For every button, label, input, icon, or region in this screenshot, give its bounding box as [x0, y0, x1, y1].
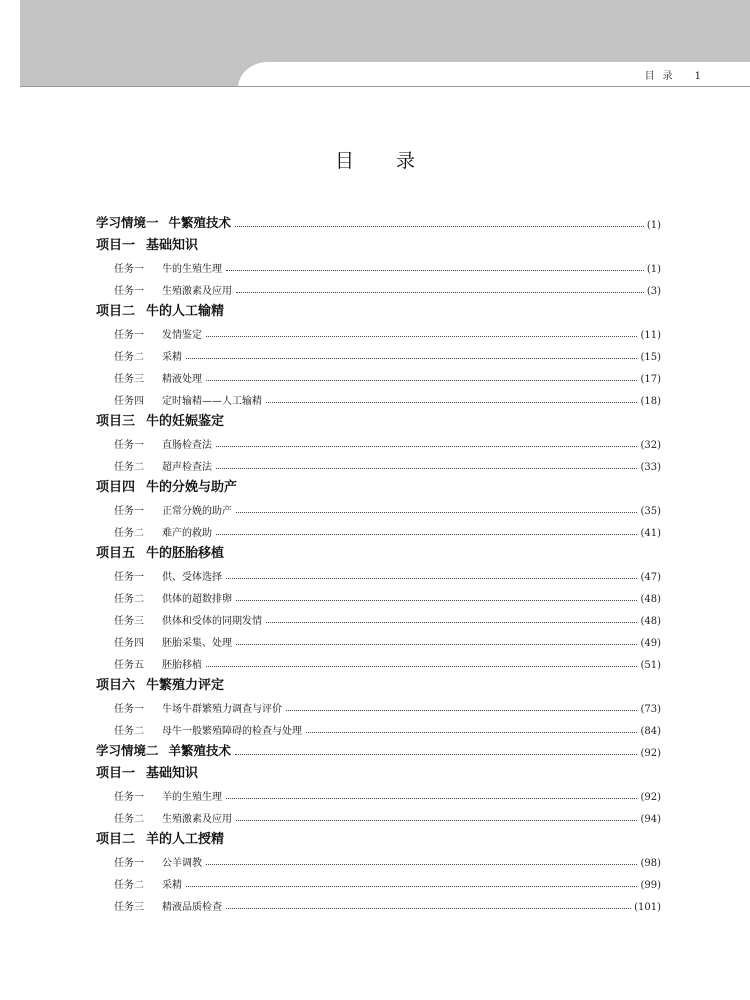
toc-dot-leader — [226, 908, 631, 909]
toc-entry-title: 牛的分娩与助产 — [146, 480, 238, 495]
toc-project — [96, 473, 661, 495]
toc-project — [96, 539, 661, 561]
running-head-title: 目录 — [644, 71, 681, 82]
toc-entry-number: 任务一 — [114, 506, 144, 517]
toc-entry-title: 供、受体选择 — [162, 572, 222, 583]
toc-task — [96, 583, 661, 605]
toc-entry-page: (11) — [640, 330, 661, 341]
toc-entry-number: 学习情境一 — [96, 215, 159, 230]
toc-dot-leader — [236, 820, 637, 821]
toc-entry-number: 项目一 — [96, 766, 136, 781]
toc-entry-title: 牛繁殖力评定 — [146, 678, 225, 693]
header-rule — [20, 86, 750, 87]
toc-entry-page: (92) — [640, 792, 661, 803]
toc-entry-title: 牛的人工输精 — [146, 304, 225, 319]
toc-task — [96, 605, 661, 627]
toc-entry-title: 牛的胚胎移植 — [146, 546, 225, 561]
toc-entry-title: 发情鉴定 — [162, 330, 202, 341]
toc-entry-number: 任务一 — [114, 440, 144, 451]
toc-entry-title: 正常分娩的助产 — [162, 506, 232, 517]
toc-entry-number: 任务三 — [114, 374, 144, 385]
toc-entry-number: 任务二 — [114, 594, 144, 605]
toc-entry-title: 供体的超数排卵 — [162, 594, 232, 605]
toc-project — [96, 297, 661, 319]
toc-dot-leader — [216, 468, 637, 469]
toc-task — [96, 495, 661, 517]
toc-entry-page: (33) — [640, 462, 661, 473]
toc-dot-leader — [206, 864, 637, 865]
running-head — [645, 67, 702, 82]
toc-entry-page: (18) — [640, 396, 661, 407]
toc-entry-title: 供体和受体的同期发情 — [162, 616, 262, 627]
toc-entry-title: 牛繁殖技术 — [168, 215, 232, 230]
toc-dot-leader — [235, 226, 644, 227]
toc-task — [96, 891, 661, 913]
toc-dot-leader — [235, 754, 637, 755]
toc-entry-title: 精液品质检查 — [162, 902, 222, 913]
toc-task — [96, 649, 661, 671]
toc-dot-leader — [236, 292, 644, 293]
toc-dot-leader — [286, 710, 637, 711]
toc-project — [96, 671, 661, 693]
toc-task — [96, 715, 661, 737]
toc-dot-leader — [186, 886, 637, 887]
toc-entry-page: (15) — [640, 352, 661, 363]
toc-task — [96, 561, 661, 583]
toc-entry-title: 母牛一般繁殖障碍的检查与处理 — [162, 726, 302, 737]
toc-entry-page: (48) — [640, 594, 661, 605]
toc-entry-title: 定时输精——人工输精 — [162, 396, 262, 407]
toc-task — [96, 869, 661, 891]
toc-entry-number: 项目四 — [96, 480, 136, 495]
toc-task — [96, 803, 661, 825]
toc-task — [96, 341, 661, 363]
toc-entry-page: (94) — [640, 814, 661, 825]
toc-entry-number: 项目二 — [96, 832, 136, 847]
toc-task — [96, 319, 661, 341]
toc-entry-page: (35) — [640, 506, 661, 517]
toc-entry-number: 任务一 — [114, 264, 144, 275]
toc-entry-title: 难产的救助 — [162, 528, 212, 539]
toc-entry-page: (92) — [640, 748, 661, 759]
toc-entry-page: (1) — [646, 264, 661, 275]
toc-dot-leader — [206, 336, 637, 337]
toc-dot-leader — [236, 512, 637, 513]
toc-entry-page: (84) — [640, 726, 661, 737]
toc-entry-page: (41) — [640, 528, 661, 539]
toc-entry-number: 任务二 — [114, 814, 144, 825]
toc-dot-leader — [266, 402, 637, 403]
toc-entry-page: (101) — [634, 902, 661, 913]
toc-entry-title: 超声检查法 — [162, 462, 212, 473]
toc-entry-number: 任务五 — [114, 660, 144, 671]
toc-task — [96, 517, 661, 539]
toc-dot-leader — [236, 644, 637, 645]
running-head-page-number: 1 — [694, 71, 702, 82]
toc-entry-page: (47) — [640, 572, 661, 583]
toc-entry-number: 任务二 — [114, 880, 144, 891]
toc-dot-leader — [216, 534, 637, 535]
toc-entry-page: (98) — [640, 858, 661, 869]
toc-entry-title: 羊的生殖生理 — [162, 792, 222, 803]
toc-entry-page: (51) — [640, 660, 661, 671]
toc-entry-number: 任务一 — [114, 792, 144, 803]
toc-section — [96, 209, 661, 231]
toc-entry-number: 任务一 — [114, 330, 144, 341]
toc-entry-page: (32) — [640, 440, 661, 451]
toc-entry-number: 任务二 — [114, 462, 144, 473]
toc-task — [96, 363, 661, 385]
toc-dot-leader — [226, 798, 637, 799]
toc-entry-number: 项目六 — [96, 678, 136, 693]
toc-task — [96, 253, 661, 275]
toc-entry-page: (73) — [640, 704, 661, 715]
toc-entry-title: 羊的人工授精 — [146, 832, 225, 847]
table-of-contents — [96, 209, 661, 913]
toc-entry-number: 任务三 — [114, 902, 144, 913]
toc-entry-page: (49) — [640, 638, 661, 649]
toc-dot-leader — [206, 666, 637, 667]
toc-entry-number: 项目三 — [96, 414, 136, 429]
toc-entry-title: 牛场牛群繁殖力调查与评价 — [162, 704, 282, 715]
toc-task — [96, 429, 661, 451]
toc-entry-title: 基础知识 — [146, 766, 199, 781]
toc-dot-leader — [306, 732, 637, 733]
toc-entry-number: 任务一 — [114, 572, 144, 583]
toc-task — [96, 385, 661, 407]
toc-entry-number: 任务二 — [114, 352, 144, 363]
toc-task — [96, 275, 661, 297]
toc-task — [96, 847, 661, 869]
toc-dot-leader — [206, 380, 637, 381]
toc-entry-page: (99) — [640, 880, 661, 891]
toc-dot-leader — [236, 600, 637, 601]
toc-entry-title: 采精 — [162, 880, 182, 891]
toc-entry-number: 任务一 — [114, 858, 144, 869]
toc-task — [96, 627, 661, 649]
toc-entry-title: 基础知识 — [146, 238, 199, 253]
toc-entry-title: 采精 — [162, 352, 182, 363]
toc-project — [96, 825, 661, 847]
toc-entry-page: (48) — [640, 616, 661, 627]
toc-section — [96, 737, 661, 759]
toc-entry-title: 胚胎移植 — [162, 660, 202, 671]
toc-entry-title: 生殖激素及应用 — [162, 814, 232, 825]
toc-dot-leader — [226, 270, 644, 271]
toc-entry-page: (3) — [646, 286, 661, 297]
toc-entry-page: (1) — [646, 220, 661, 231]
toc-entry-number: 任务二 — [114, 726, 144, 737]
toc-entry-number: 学习情境二 — [96, 743, 159, 758]
toc-entry-number: 项目五 — [96, 546, 136, 561]
toc-project — [96, 407, 661, 429]
toc-project — [96, 759, 661, 781]
toc-entry-title: 牛的妊娠鉴定 — [146, 414, 225, 429]
toc-dot-leader — [216, 446, 637, 447]
toc-dot-leader — [186, 358, 637, 359]
toc-task — [96, 781, 661, 803]
toc-entry-number: 任务四 — [114, 396, 144, 407]
toc-entry-number: 任务二 — [114, 528, 144, 539]
toc-entry-title: 直肠检查法 — [162, 440, 212, 451]
toc-task — [96, 693, 661, 715]
toc-entry-title: 羊繁殖技术 — [168, 743, 232, 758]
toc-entry-number: 项目二 — [96, 304, 136, 319]
toc-dot-leader — [266, 622, 637, 623]
toc-dot-leader — [226, 578, 637, 579]
page-title: 目 录 — [334, 150, 434, 172]
toc-entry-title: 公羊调教 — [162, 858, 202, 869]
toc-entry-number: 任务三 — [114, 616, 144, 627]
toc-entry-title: 精液处理 — [162, 374, 202, 385]
toc-project — [96, 231, 661, 253]
toc-entry-page: (17) — [640, 374, 661, 385]
toc-task — [96, 451, 661, 473]
toc-entry-title: 牛的生殖生理 — [162, 264, 222, 275]
toc-entry-title: 生殖激素及应用 — [162, 286, 232, 297]
toc-entry-number: 任务一 — [114, 286, 144, 297]
toc-entry-number: 任务一 — [114, 704, 144, 715]
toc-entry-title: 胚胎采集、处理 — [162, 638, 232, 649]
toc-entry-number: 项目一 — [96, 238, 136, 253]
toc-entry-number: 任务四 — [114, 638, 144, 649]
